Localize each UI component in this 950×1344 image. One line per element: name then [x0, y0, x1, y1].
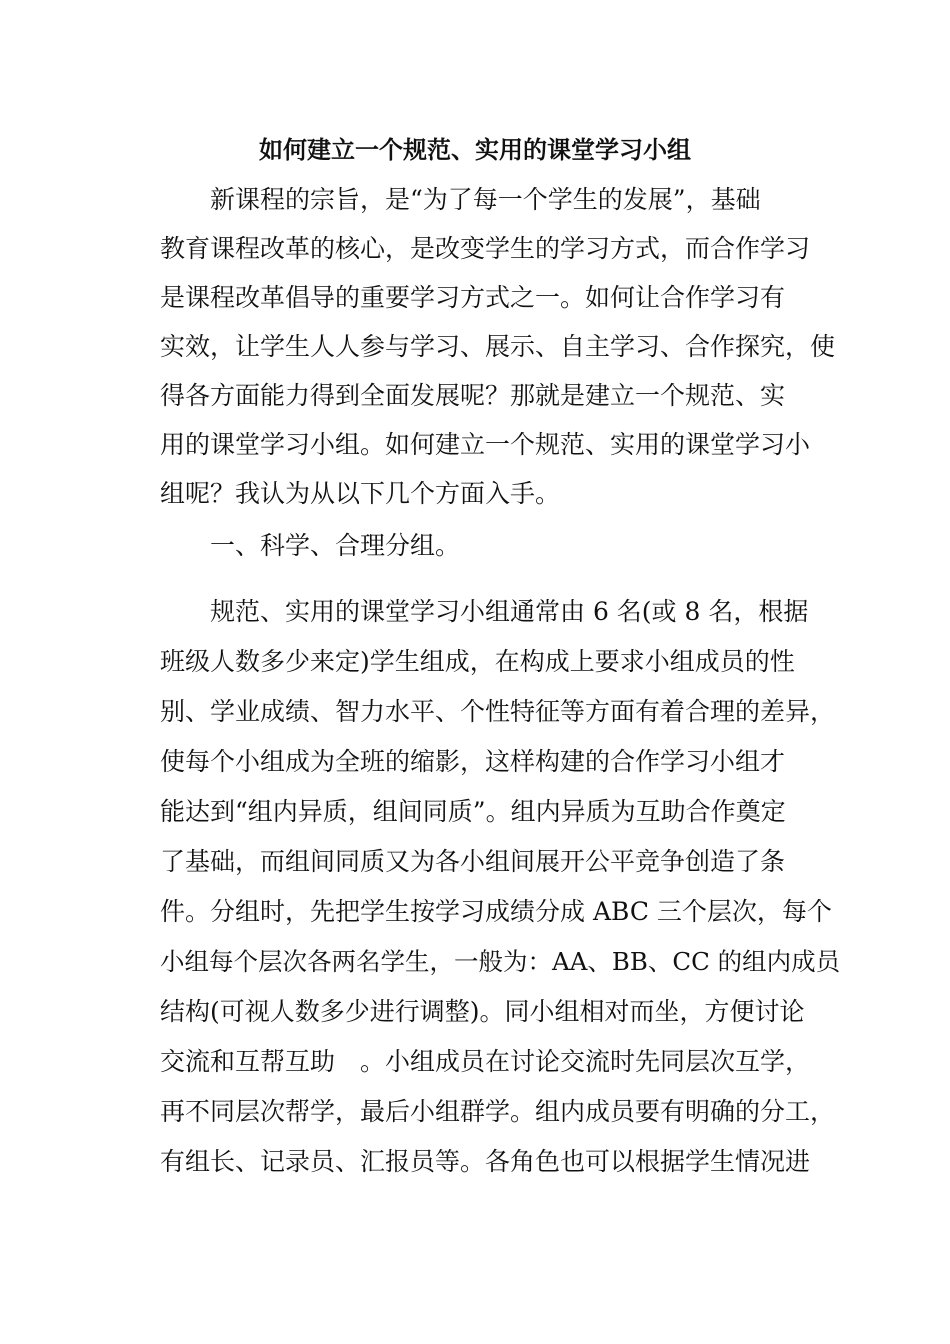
paragraph-line: 别、学业成绩、智力水平、个性特征等方面有着合理的差异， — [160, 697, 836, 726]
paragraph-line: 小组每个层次各两名学生，一般为：AA、BB、CC 的组内成员 — [160, 947, 841, 976]
paragraph-line: 组呢？我认为从以下几个方面入手。 — [160, 479, 561, 508]
paragraph-line: 用的课堂学习小组。如何建立一个规范、实用的课堂学习小 — [160, 430, 811, 459]
paragraph-line: 交流和互帮互助 。小组成员在讨论交流时先同层次互学， — [160, 1047, 811, 1076]
paragraph-line: 实效，让学生人人参与学习、展示、自主学习、合作探究，使 — [160, 332, 836, 361]
paragraph-line: 新课程的宗旨，是“为了每一个学生的发展”，基础 — [160, 185, 761, 214]
section-heading: 一、科学、合理分组。 — [160, 531, 461, 560]
paragraph-line: 有组长、记录员、汇报员等。各角色也可以根据学生情况进 — [160, 1147, 811, 1176]
paragraph-line: 班级人数多少来定)学生组成，在构成上要求小组成员的性 — [160, 647, 795, 676]
paragraph-line: 结构(可视人数多少进行调整)。同小组相对而坐，方便讨论 — [160, 997, 805, 1026]
document-title: 如何建立一个规范、实用的课堂学习小组 — [259, 136, 691, 164]
paragraph-line: 得各方面能力得到全面发展呢？那就是建立一个规范、实 — [160, 381, 786, 410]
paragraph-line: 规范、实用的课堂学习小组通常由 6 名(或 8 名，根据 — [160, 597, 809, 626]
paragraph-line: 是课程改革倡导的重要学习方式之一。如何让合作学习有 — [160, 283, 786, 312]
paragraph-line: 能达到“组内异质，组间同质”。组内异质为互助合作奠定 — [160, 797, 786, 826]
paragraph-line: 使每个小组成为全班的缩影，这样构建的合作学习小组才 — [160, 747, 786, 776]
paragraph-line: 再不同层次帮学，最后小组群学。组内成员要有明确的分工， — [160, 1097, 836, 1126]
paragraph-line: 件。分组时，先把学生按学习成绩分成 ABC 三个层次，每个 — [160, 897, 832, 926]
paragraph-line: 了基础，而组间同质又为各小组间展开公平竞争创造了条 — [160, 847, 786, 876]
paragraph-line: 教育课程改革的核心，是改变学生的学习方式，而合作学习 — [160, 234, 811, 263]
